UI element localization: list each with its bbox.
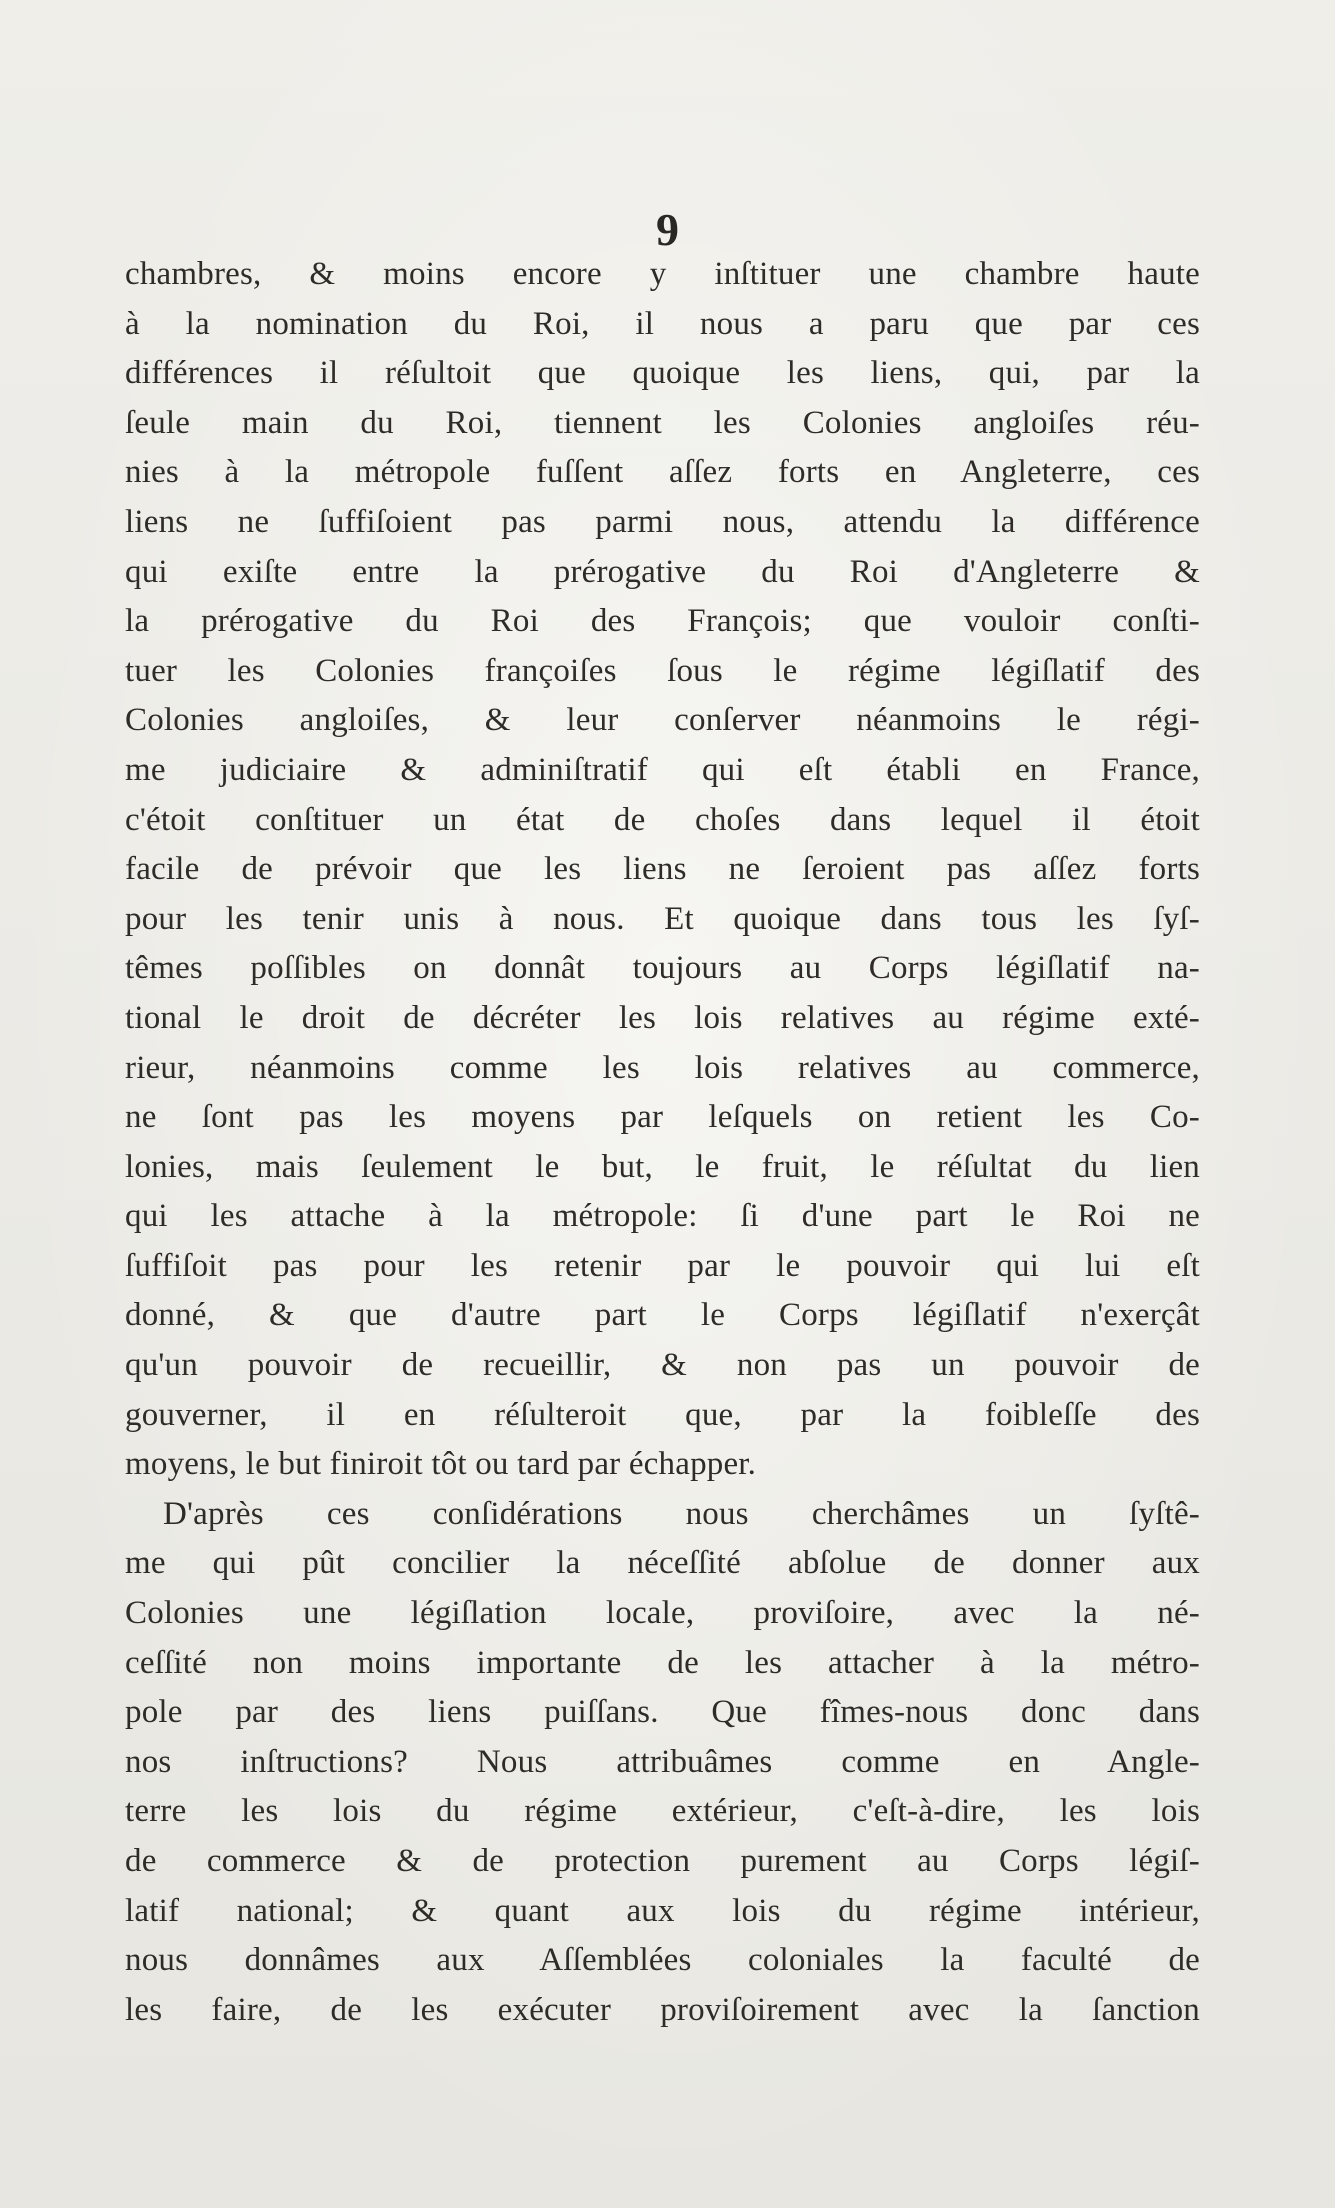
text-line: Colonies angloiſes, & leur conſerver néanmoins le régi-	[125, 702, 1200, 739]
text-line: ceſſité non moins importante de les attacher à la métro-	[125, 1644, 1200, 1681]
page-number: 9	[656, 204, 679, 255]
text-line: c'étoit conſtituer un état de choſes dans lequel il étoit	[125, 801, 1200, 838]
body-text	[125, 250, 1200, 2035]
text-line: pour les tenir unis à nous. Et quoique dans tous les ſyſ-	[125, 900, 1200, 937]
text-line: terre les lois du régime extérieur, c'eſt-à-dire, les lois	[125, 1793, 1200, 1830]
text-line: gouverner, il en réſulteroit que, par la foibleſſe des	[125, 1396, 1200, 1433]
text-line: chambres, & moins encore y inſtituer une chambre haute	[125, 256, 1200, 292]
text-line: moyens, le but finiroit tôt ou tard par échapper.	[125, 1446, 757, 1483]
text-line: tional le droit de décréter les lois relatives au régime exté-	[125, 999, 1200, 1036]
text-line: latif national; & quant aux lois du régime intérieur,	[125, 1892, 1200, 1929]
text-line: tuer les Colonies françoiſes ſous le régime légiſlatif des	[125, 652, 1200, 689]
text-line: me qui pût concilier la néceſſité abſolue de donner aux	[125, 1545, 1200, 1582]
text-line: lonies, mais ſeulement le but, le fruit, le réſultat du lien	[125, 1148, 1200, 1185]
text-line: nos inſtructions? Nous attribuâmes comme en Angle-	[125, 1743, 1200, 1780]
text-line: donné, & que d'autre part le Corps légiſlatif n'exerçât	[125, 1297, 1200, 1334]
text-line: qu'un pouvoir de recueillir, & non pas un pouvoir de	[125, 1347, 1200, 1384]
text-line: à la nomination du Roi, il nous a paru que par ces	[125, 305, 1200, 342]
text-line: qui les attache à la métropole: ſi d'une part le Roi ne	[125, 1198, 1200, 1235]
text-line: facile de prévoir que les liens ne ſeroient pas aſſez forts	[125, 851, 1200, 888]
text-line: qui exiſte entre la prérogative du Roi d'Angleterre &	[125, 553, 1200, 590]
text-line: de commerce & de protection purement au Corps légiſ-	[125, 1843, 1200, 1879]
text-line: Colonies une légiſlation locale, proviſoire, avec la né-	[125, 1595, 1200, 1632]
text-line: pole par des liens puiſſans. Que fîmes-nous donc dans	[125, 1694, 1200, 1731]
text-line: me judiciaire & adminiſtratif qui eſt établi en France,	[125, 751, 1200, 788]
text-line: rieur, néanmoins comme les lois relatives au commerce,	[125, 1049, 1200, 1086]
text-line: nies à la métropole fuſſent aſſez forts en Angleterre, ces	[125, 454, 1200, 491]
text-line: nous donnâmes aux Aſſemblées coloniales la faculté de	[125, 1942, 1200, 1979]
text-line: les faire, de les exécuter proviſoirement avec la ſanction	[125, 1991, 1200, 2028]
text-line: têmes poſſibles on donnât toujours au Corps légiſlatif na-	[125, 950, 1200, 987]
text-line: liens ne ſuffiſoient pas parmi nous, attendu la différence	[125, 503, 1200, 540]
text-line: ſuffiſoit pas pour les retenir par le pouvoir qui lui eſt	[125, 1247, 1200, 1284]
text-line: ſeule main du Roi, tiennent les Colonies angloiſes réu-	[125, 404, 1200, 441]
paragraph-first-line: D'après ces conſidérations nous cherchâmes un ſyſtê-	[163, 1495, 1200, 1532]
text-line: ne ſont pas les moyens par leſquels on retient les Co-	[125, 1099, 1200, 1136]
text-line: différences il réſultoit que quoique les liens, qui, par la	[125, 355, 1200, 392]
text-line: la prérogative du Roi des François; que vouloir conſti-	[125, 603, 1200, 640]
